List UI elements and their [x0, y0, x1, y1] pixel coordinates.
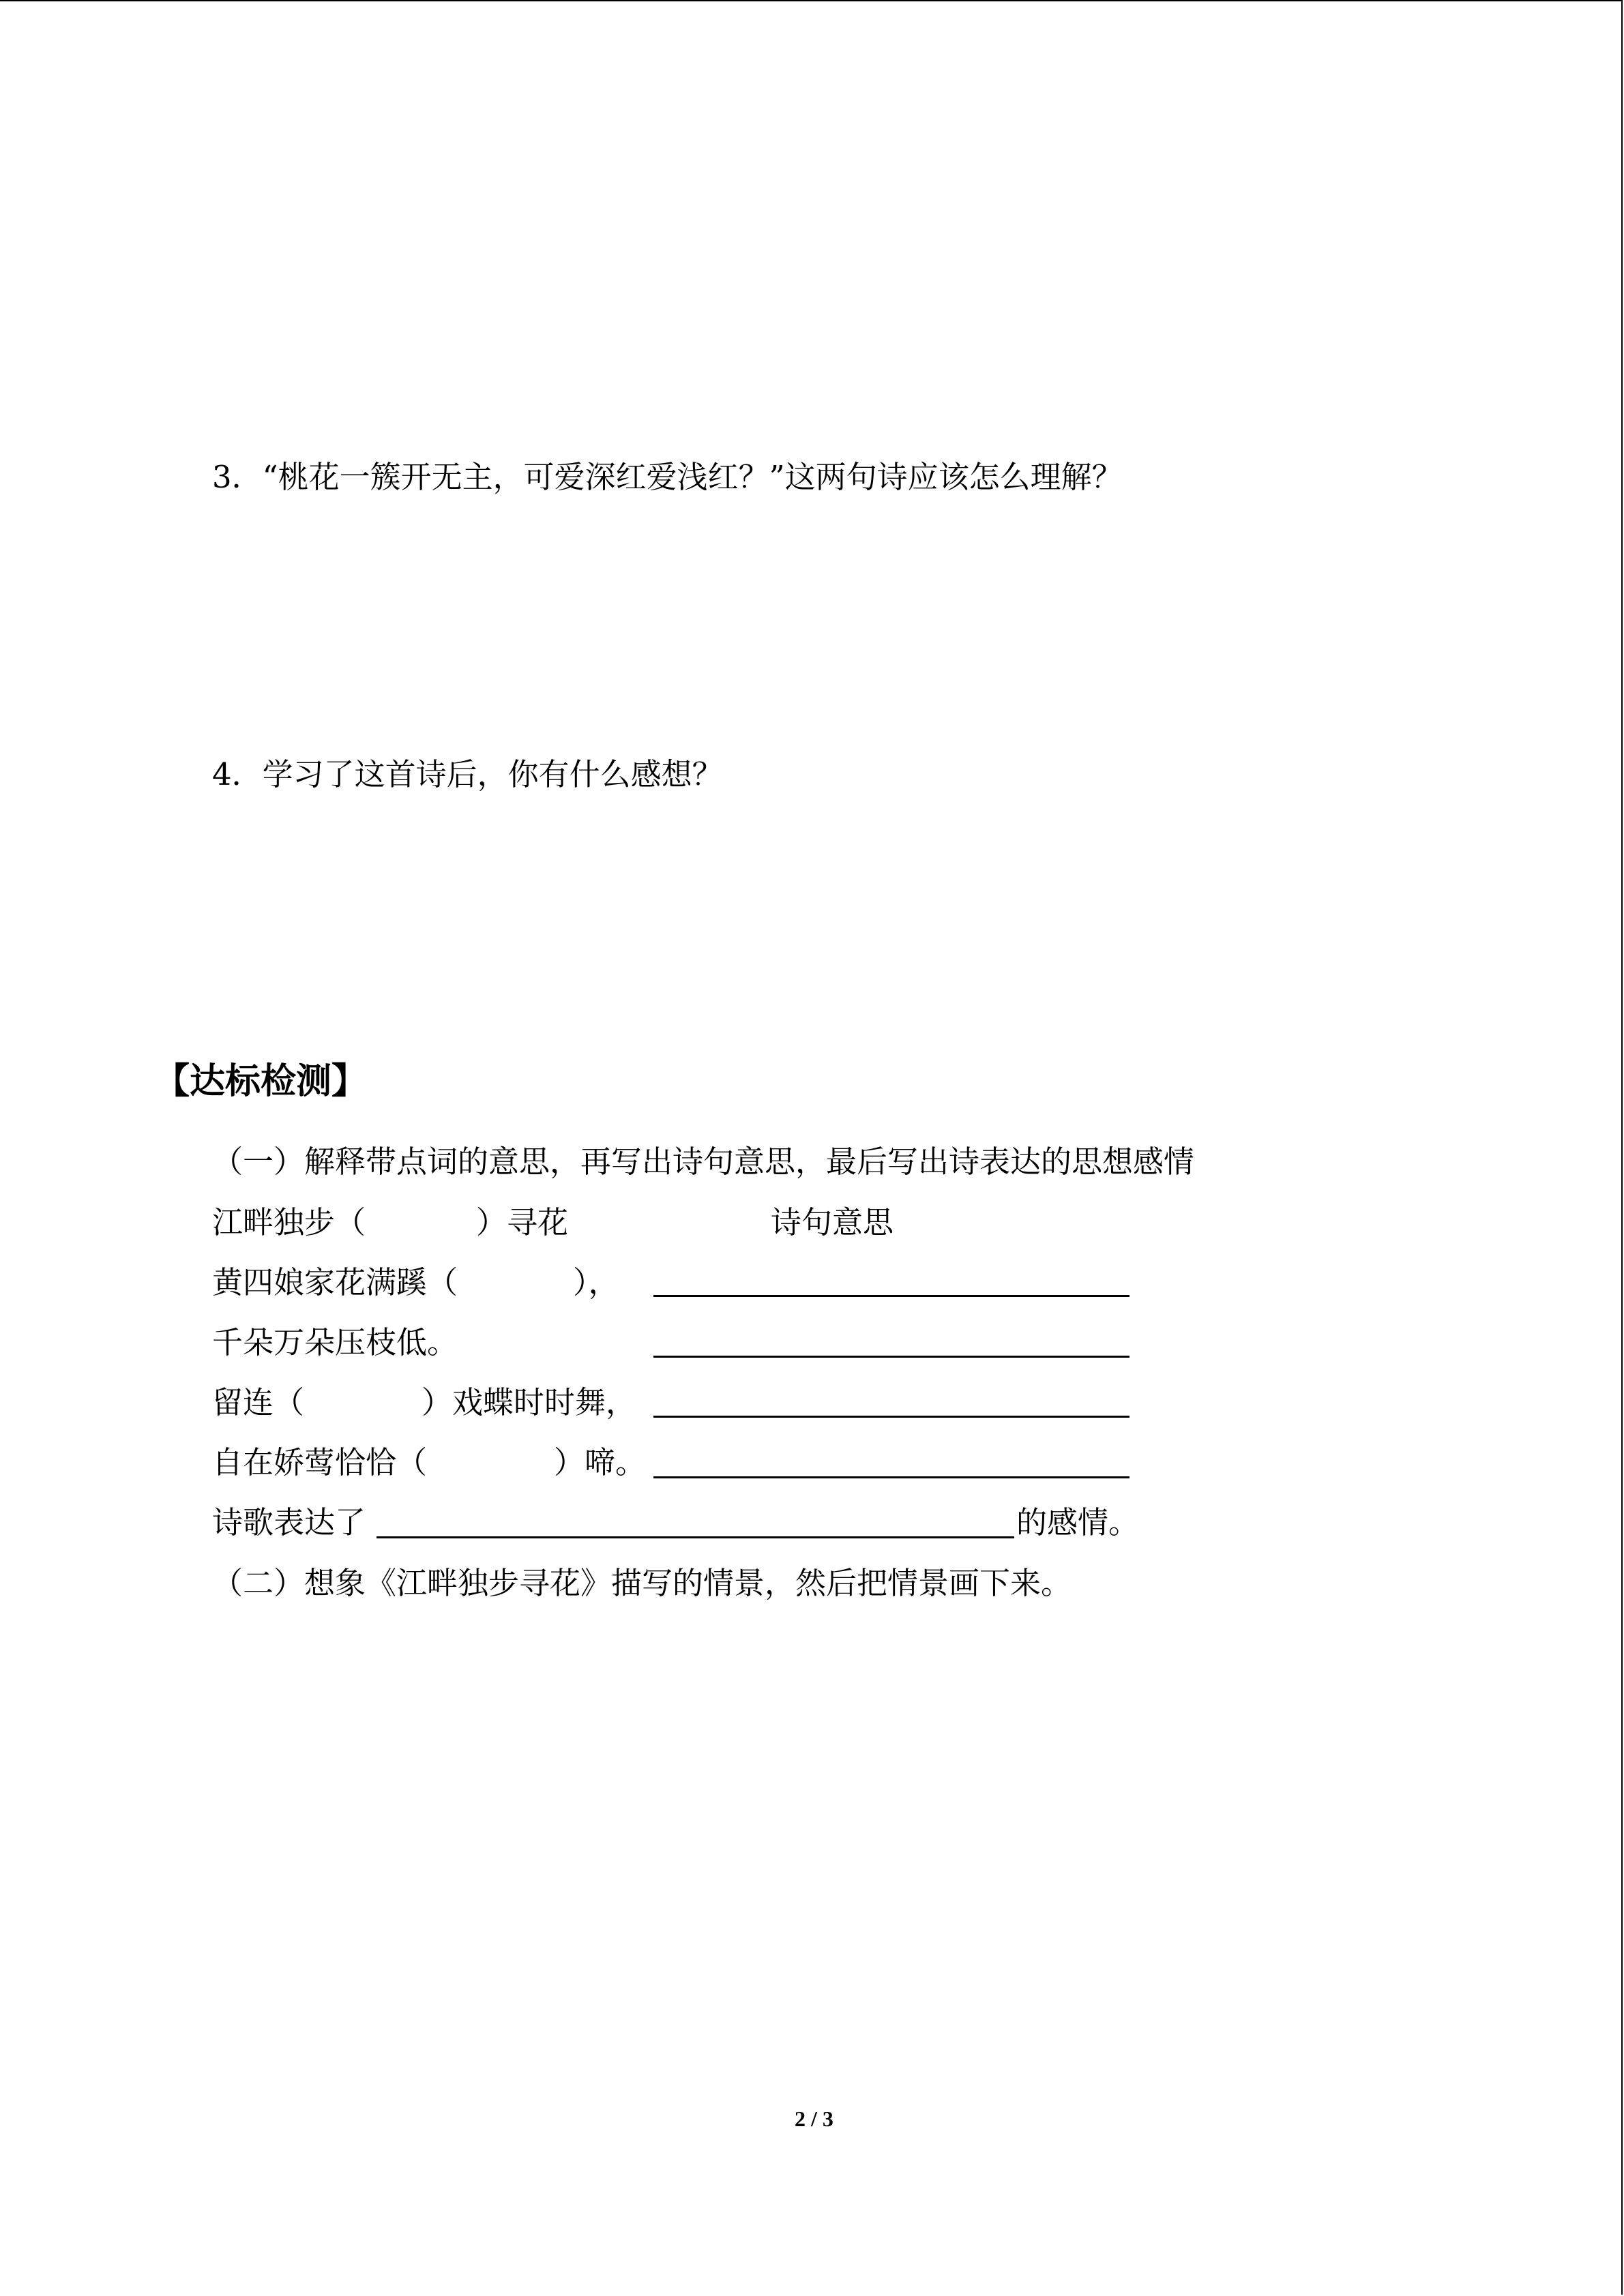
line5-suffix: ）啼。 — [554, 1444, 647, 1480]
part2-instruction: （二）想象《江畔独步寻花》描写的情景，然后把情景画下来。 — [212, 1565, 1072, 1601]
line2-suffix: ）， — [573, 1264, 619, 1300]
page-number: 2 / 3 — [795, 2106, 833, 2131]
poem-meaning-label: 诗句意思 — [771, 1204, 894, 1240]
answer-line-4[interactable] — [653, 1416, 1130, 1418]
answer-line-2[interactable] — [653, 1295, 1130, 1297]
line4-suffix: ）戏蝶时时舞， — [422, 1384, 637, 1420]
part1-instruction: （一）解释带点词的意思，再写出诗句意思，最后写出诗表达的思想感情 — [212, 1144, 1195, 1180]
line1-prefix: 江畔独步（ — [212, 1204, 366, 1240]
question-3: 3．“桃花一簇开无主，可爱深红爱浅红？”这两句诗应该怎么理解？ — [212, 459, 1123, 495]
question-4: 4．学习了这首诗后，你有什么感想？ — [212, 756, 723, 792]
line1-suffix: ）寻花 — [476, 1204, 569, 1240]
line6-suffix: 的感情。 — [1016, 1504, 1140, 1540]
line5-prefix: 自在娇莺恰恰（ — [212, 1444, 428, 1480]
line2-prefix: 黄四娘家花满蹊（ — [212, 1264, 458, 1300]
section-heading: 【达标检测】 — [154, 1061, 368, 1102]
line6-prefix: 诗歌表达了 — [212, 1504, 366, 1540]
line3-text: 千朵万朵压枝低。 — [212, 1324, 458, 1360]
answer-line-3[interactable] — [653, 1356, 1130, 1358]
answer-line-6[interactable] — [377, 1536, 1014, 1538]
line4-prefix: 留连（ — [212, 1384, 305, 1420]
answer-line-5[interactable] — [653, 1476, 1130, 1478]
